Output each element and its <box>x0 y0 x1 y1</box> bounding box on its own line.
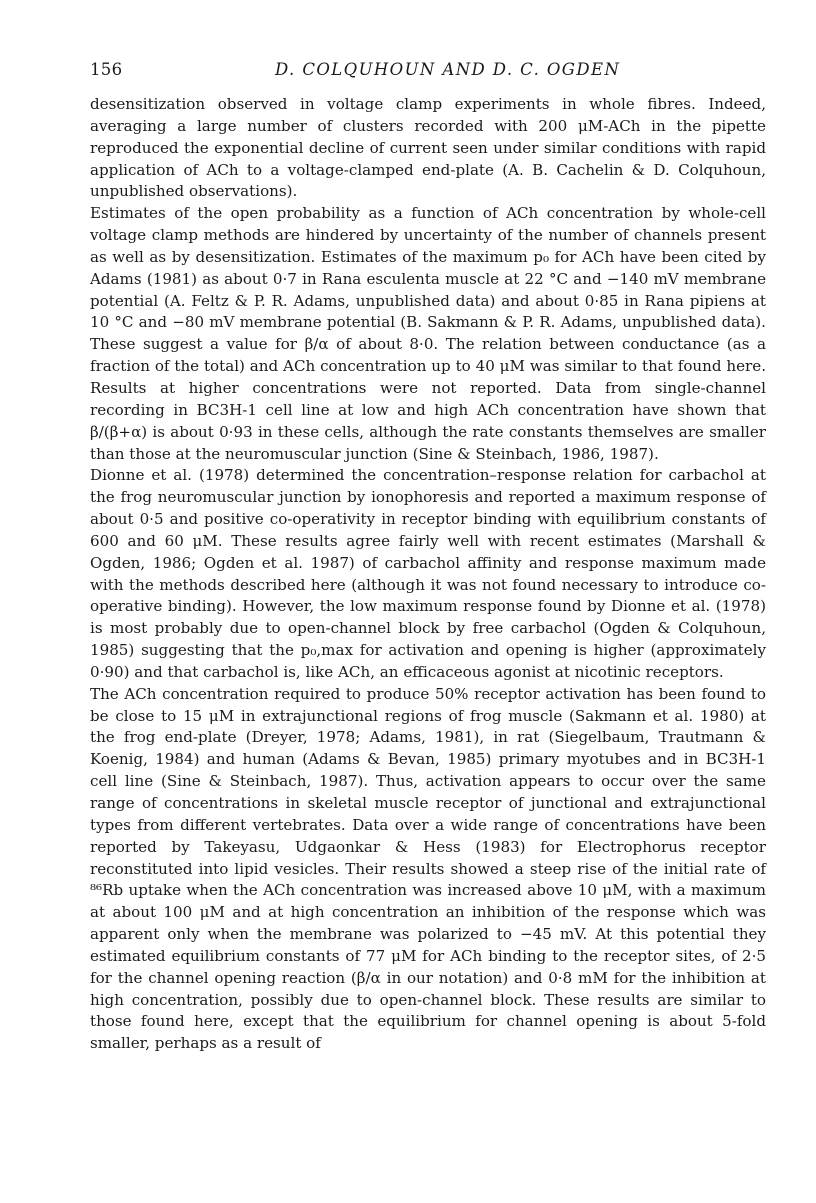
paragraph-open-probability: Estimates of the open probability as a function of ACh concentration by whole-cell voltage clamp methods are hindered by uncertainty of the number of channels present as well as by desensitization. Estimates of the maximum p₀ for ACh have been cited by Adams (1981) as about 0·7 in Rana esculenta muscle at 22 °C and −140 mV membrane potential (A. Feltz & P. R. Adams, unpublished data) and about 0·85 in Rana pipiens at 10 °C and −80 mV membrane potential (B. Sakmann & P. R. Adams, unpublished data). These suggest a value for β/α of about 8·0. The relation between conductance (as a fraction of the total) and ACh concentration up to 40 μM was similar to that found here. Results at higher concentrations were not reported. Data from single-channel recording in BC3H-1 cell line at low and high ACh concentration have shown that β/(β+α) is about 0·93 in these cells, although the rate constants themselves are smaller than those at the neuromuscular junction (Sine & Steinbach, 1986, 1987). <box>90 204 766 463</box>
paragraph-ach-concentration: The ACh concentration required to produce 50% receptor activation has been found to be close to 15 μM in extrajunctional regions of frog muscle (Sakmann et al. 1980) at the frog end-plate (Dreyer, 1978; Adams, 1981), in rat (Siegelbaum, Trautmann & Koenig, 1984) and human (Adams & Bevan, 1985) primary myotubes and in BC3H-1 cell line (Sine & Steinbach, 1987). Thus, activation appears to occur over the same range of concentrations in skeletal muscle receptor of junctional and extrajunctional types from different vertebrates. Data over a wide range of concentrations have been reported by Takeyasu, Udgaonkar & Hess (1983) for Electrophorus receptor reconstituted into lipid vesicles. Their results showed a steep rise of the initial rate of ⁸⁶Rb uptake when the ACh concentration was increased above 10 μM, with a maximum at about 100 μM and at high concentration an inhibition of the response which was apparent only when the membrane was polarized to −45 mV. At this potential they estimated equilibrium constants of 77 μM for ACh binding to the receptor sites, of 2·5 for the channel opening reaction (β/α in our notation) and 0·8 mM for the inhibition at high concentration, possibly due to open-channel block. These results are similar to those found here, except that the equilibrium for channel opening is about 5-fold smaller, perhaps as a result of <box>90 684 766 1053</box>
paragraph-desensitization-continuation: desensitization observed in voltage clamp experiments in whole fibres. Indeed, averaging a large number of clusters recorded with 200 μM-ACh in the pipette reproduced the exponential decline of current seen under similar conditions with rapid application of ACh to a voltage-clamped end-plate (A. B. Cachelin & D. Colquhoun, unpublished observations). <box>90 95 766 201</box>
journal-page <box>90 60 766 1055</box>
running-head-authors: D. COLQUHOUN AND D. C. OGDEN <box>275 60 621 79</box>
running-head <box>90 60 766 84</box>
page-number: 156 <box>90 60 123 79</box>
paragraph-carbachol: Dionne et al. (1978) determined the concentration–response relation for carbachol at the frog neuromuscular junction by ionophoresis and reported a maximum response of about 0·5 and positive co-operativity in receptor binding with equilibrium constants of 600 and 60 μM. These results agree fairly well with recent estimates (Marshall & Ogden, 1986; Ogden et al. 1987) of carbachol affinity and response maximum made with the methods described here (although it was not found necessary to introduce co-operative binding). However, the low maximum response found by Dionne et al. (1978) is most probably due to open-channel block by free carbachol (Ogden & Colquhoun, 1985) suggesting that the p₀,max for activation and opening is higher (approximately 0·90) and that carbachol is, like ACh, an efficaceous agonist at nicotinic receptors. <box>90 466 766 681</box>
body-text <box>90 94 766 1055</box>
